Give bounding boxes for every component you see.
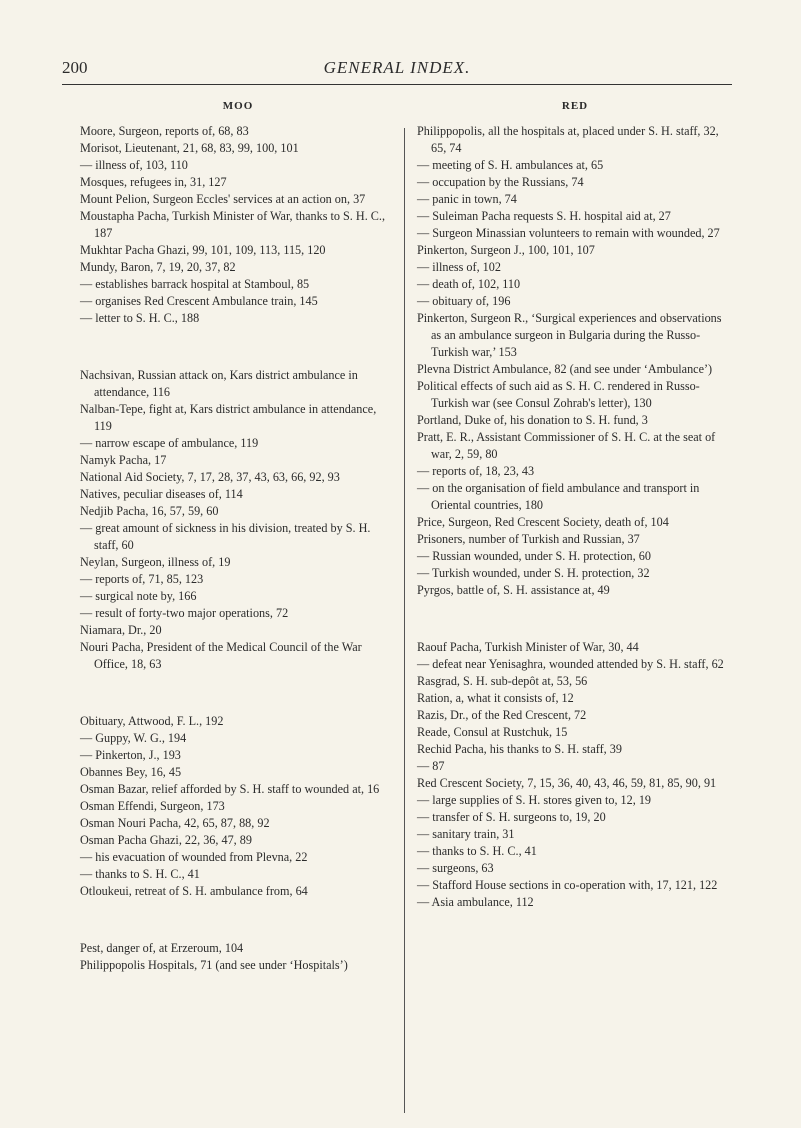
index-entry: Ration, a, what it consists of, 12	[417, 691, 574, 705]
index-group-r	[417, 639, 733, 911]
index-entry: Obannes Bey, 16, 45	[80, 765, 182, 779]
index-entry: — Suleiman Pacha requests S. H. hospital aid at, 27	[417, 209, 671, 223]
index-entry: — thanks to S. H. C., 41	[417, 844, 537, 858]
header-rule	[62, 84, 732, 85]
running-title: GENERAL INDEX.	[323, 58, 471, 77]
index-entry: Razis, Dr., of the Red Crescent, 72	[417, 708, 587, 722]
group-spacer	[80, 900, 396, 940]
index-entry: — reports of, 71, 85, 123	[80, 572, 204, 586]
group-spacer	[80, 673, 396, 713]
index-entry: Nachsivan, Russian attack on, Kars district ambulance in attendance, 116	[80, 368, 358, 399]
index-entry: Otloukeui, retreat of S. H. ambulance from, 64	[80, 884, 308, 898]
index-entry: Moustapha Pacha, Turkish Minister of War, thanks to S. H. C., 187	[80, 209, 386, 240]
index-entry: — letter to S. H. C., 188	[80, 311, 200, 325]
index-entry: — Pinkerton, J., 193	[80, 748, 181, 762]
index-entry: — sanitary train, 31	[417, 827, 515, 841]
index-entry: Rasgrad, S. H. sub-depôt at, 53, 56	[417, 674, 588, 688]
index-entry: Morisot, Lieutenant, 21, 68, 83, 99, 100, 101	[80, 141, 299, 155]
index-entry: Philippopolis, all the hospitals at, placed under S. H. staff, 32, 65, 74	[417, 124, 719, 155]
index-entry: — organises Red Crescent Ambulance train, 145	[80, 294, 318, 308]
left-column	[80, 100, 396, 974]
index-entry: — Asia ambulance, 112	[417, 895, 534, 909]
index-entry: Osman Effendi, Surgeon, 173	[80, 799, 225, 813]
index-entry: — establishes barrack hospital at Stamboul, 85	[80, 277, 310, 291]
index-entry: Niamara, Dr., 20	[80, 623, 162, 637]
index-entry: — obituary of, 196	[417, 294, 511, 308]
index-entry: — Russian wounded, under S. H. protection, 60	[417, 549, 651, 563]
index-entry: Prisoners, number of Turkish and Russian, 37	[417, 532, 640, 546]
index-entry: — illness of, 102	[417, 260, 501, 274]
index-entry: Nouri Pacha, President of the Medical Council of the War Office, 18, 63	[80, 640, 362, 671]
index-entry: Reade, Consul at Rustchuk, 15	[417, 725, 568, 739]
index-entry: — Turkish wounded, under S. H. protection, 32	[417, 566, 650, 580]
index-entry: — his evacuation of wounded from Plevna, 22	[80, 850, 308, 864]
index-entry: Pyrgos, battle of, S. H. assistance at, 49	[417, 583, 610, 597]
index-entry: — thanks to S. H. C., 41	[80, 867, 200, 881]
index-entry: National Aid Society, 7, 17, 28, 37, 43, 63, 66, 92, 93	[80, 470, 340, 484]
index-entry: Pinkerton, Surgeon R., ‘Surgical experiences and observations as an ambulance surgeon in Bulgaria during the Russo-Turkish war,’ 153	[417, 311, 722, 359]
index-entry: Nalban-Tepe, fight at, Kars district ambulance in attendance, 119	[80, 402, 377, 433]
index-entry: Moore, Surgeon, reports of, 68, 83	[80, 124, 249, 138]
index-entry: — Surgeon Minassian volunteers to remain with wounded, 27	[417, 226, 720, 240]
index-entry: Natives, peculiar diseases of, 114	[80, 487, 243, 501]
index-entry: — panic in town, 74	[417, 192, 517, 206]
column-divider	[404, 128, 405, 1113]
index-entry: Obituary, Attwood, F. L., 192	[80, 714, 224, 728]
index-entry: Price, Surgeon, Red Crescent Society, death of, 104	[417, 515, 669, 529]
guide-word: MOO	[222, 100, 254, 112]
index-entry: Mosques, refugees in, 31, 127	[80, 175, 227, 189]
guide-word: RED	[561, 100, 589, 112]
index-entry: Mundy, Baron, 7, 19, 20, 37, 82	[80, 260, 236, 274]
group-spacer	[417, 599, 733, 639]
index-group-m	[80, 123, 396, 327]
index-entry: — illness of, 103, 110	[80, 158, 188, 172]
index-entry: Philippopolis Hospitals, 71 (and see under ‘Hospitals’)	[80, 958, 348, 972]
index-entry: Namyk Pacha, 17	[80, 453, 167, 467]
index-entry: Osman Pacha Ghazi, 22, 36, 47, 89	[80, 833, 252, 847]
index-entry: Red Crescent Society, 7, 15, 36, 40, 43, 46, 59, 81, 85, 90, 91	[417, 776, 717, 790]
index-group-p	[80, 940, 396, 974]
right-column	[417, 100, 733, 911]
index-entry: — transfer of S. H. surgeons to, 19, 20	[417, 810, 606, 824]
index-entry: Political effects of such aid as S. H. C. rendered in Russo-Turkish war (see Consul Zohrab's letter), 130	[417, 379, 700, 410]
index-entry: Raouf Pacha, Turkish Minister of War, 30, 44	[417, 640, 639, 654]
index-entry: Pest, danger of, at Erzeroum, 104	[80, 941, 244, 955]
index-group-o	[80, 713, 396, 900]
index-entry: Rechid Pacha, his thanks to S. H. staff, 39	[417, 742, 622, 756]
index-entry: — large supplies of S. H. stores given to, 12, 19	[417, 793, 652, 807]
group-spacer	[80, 327, 396, 367]
index-entry: — death of, 102, 110	[417, 277, 521, 291]
index-entry: — meeting of S. H. ambulances at, 65	[417, 158, 604, 172]
index-entry: — occupation by the Russians, 74	[417, 175, 584, 189]
index-entry: Plevna District Ambulance, 82 (and see under ‘Ambulance’)	[417, 362, 713, 376]
index-entry: — reports of, 18, 23, 43	[417, 464, 535, 478]
index-entry: — 87	[417, 759, 445, 773]
page-number: 200	[62, 58, 88, 77]
index-entry: Neylan, Surgeon, illness of, 19	[80, 555, 231, 569]
index-entry: — surgeons, 63	[417, 861, 494, 875]
index-entry: Pinkerton, Surgeon J., 100, 101, 107	[417, 243, 595, 257]
index-entry: — result of forty-two major operations, 72	[80, 606, 289, 620]
index-entry: — great amount of sickness in his division, treated by S. H. staff, 60	[80, 521, 371, 552]
index-entry: Osman Bazar, relief afforded by S. H. staff to wounded at, 16	[80, 782, 380, 796]
index-group-n	[80, 367, 396, 673]
index-entry: — Stafford House sections in co-operation with, 17, 121, 122	[417, 878, 718, 892]
index-entry: Mukhtar Pacha Ghazi, 99, 101, 109, 113, 115, 120	[80, 243, 326, 257]
index-entry: — narrow escape of ambulance, 119	[80, 436, 259, 450]
index-entry: — defeat near Yenisaghra, wounded attended by S. H. staff, 62	[417, 657, 724, 671]
index-entry: Mount Pelion, Surgeon Eccles' services at an action on, 37	[80, 192, 366, 206]
page-header	[62, 58, 732, 82]
index-entry: Nedjib Pacha, 16, 57, 59, 60	[80, 504, 219, 518]
index-entry: Pratt, E. R., Assistant Commissioner of S. H. C. at the seat of war, 2, 59, 80	[417, 430, 716, 461]
index-entry: — surgical note by, 166	[80, 589, 197, 603]
index-entry: — Guppy, W. G., 194	[80, 731, 187, 745]
index-entry: Portland, Duke of, his donation to S. H. fund, 3	[417, 413, 648, 427]
index-entry: Osman Nouri Pacha, 42, 65, 87, 88, 92	[80, 816, 270, 830]
index-group-p-cont	[417, 123, 733, 599]
index-entry: — on the organisation of field ambulance and transport in Oriental countries, 180	[417, 481, 700, 512]
